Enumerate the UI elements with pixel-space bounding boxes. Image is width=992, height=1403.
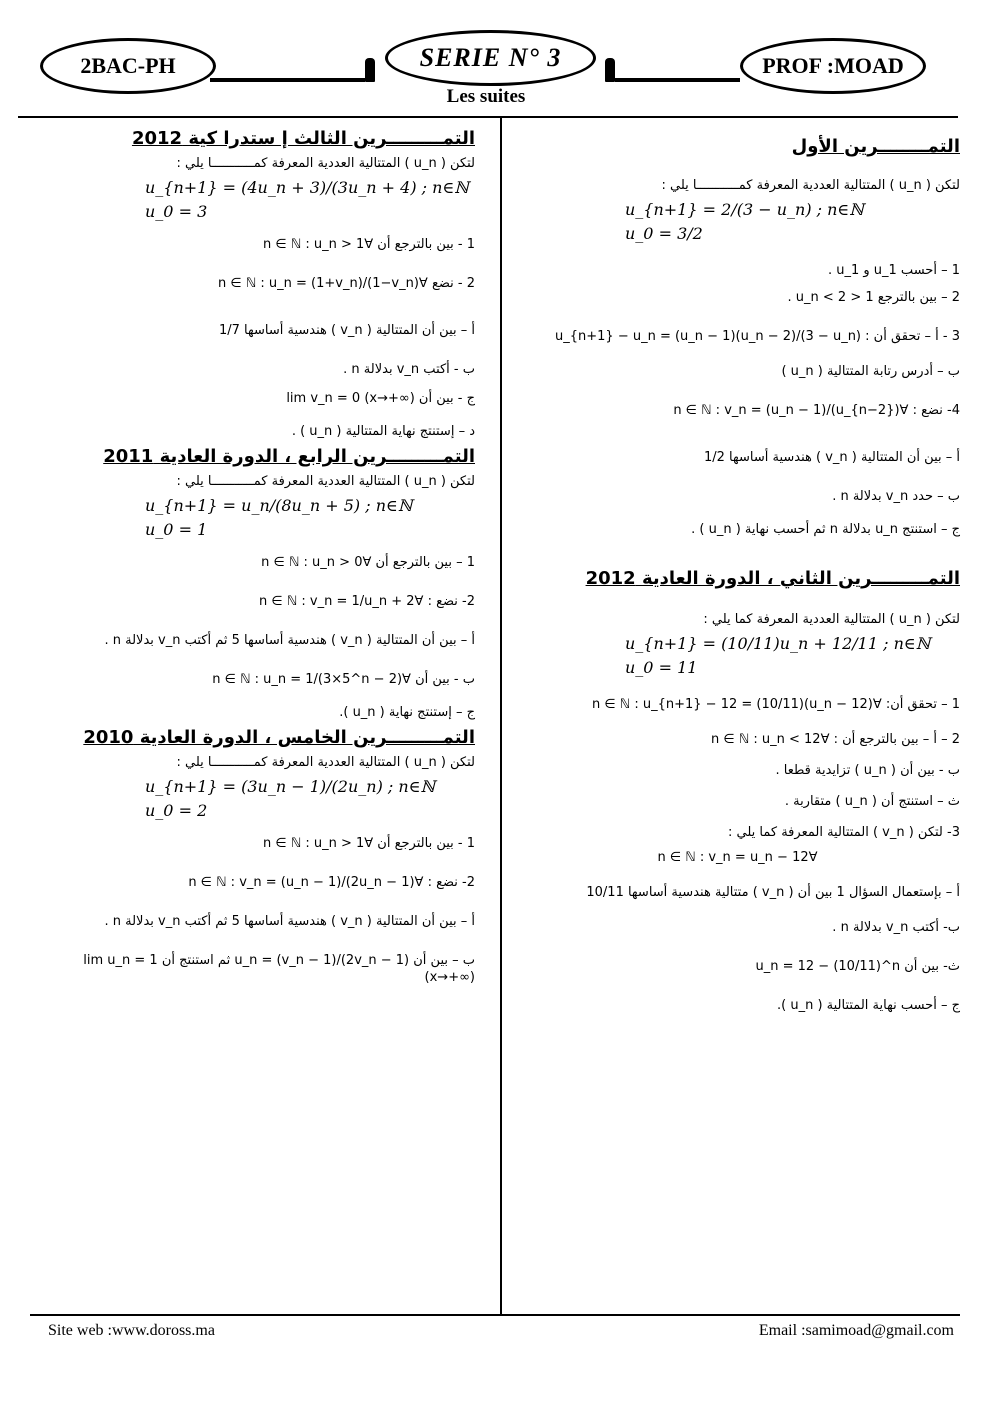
- header-line-left: [210, 78, 365, 82]
- system-line-2: u_0 = 3: [145, 202, 208, 221]
- exercise-3-intro: لتكن ( u_n ) المتتالية العددية المعرفة كمـــــــــــا يلي :: [176, 156, 475, 171]
- exercise-2-system: [515, 632, 960, 680]
- pin-icon: [605, 58, 615, 82]
- exercise-2-q3a: أ – بإستعمال السؤال 1 بين أن ( v_n ) متتالية هندسية أساسها 10/11: [586, 885, 960, 900]
- exercise-4-q2b: ب - بين أن ∀n ∈ ℕ : u_n = 1/(3×5^n − 2): [212, 672, 475, 687]
- bottom-rule: [30, 1314, 960, 1316]
- exercise-3-q2d: د – إستنتج نهاية المتتالية ( u_n ) .: [291, 424, 475, 439]
- system-line-1: u_{n+1} = (10/11)u_n + 12/11 ; n∈ℕ: [625, 634, 931, 653]
- exercise-3-q1: 1 - بين بالترجع أن ∀n ∈ ℕ : u_n > 1: [262, 237, 475, 252]
- exercise-5-q1: 1 - بين بالترجع أن ∀n ∈ ℕ : u_n > 1: [262, 836, 475, 851]
- system-line-2: u_0 = 2: [145, 801, 208, 820]
- exercise-3-title: التمـــــــــرين الثالث إ ستدرا كية 2012: [131, 128, 475, 149]
- exercise-2-q3b: ب- أكتب v_n بدلالة n .: [832, 920, 960, 935]
- exercise-4-title: التمـــــــــرين الرابع ، الدورة العادية 2011: [103, 446, 475, 467]
- series-label: SERIE N° 3: [419, 43, 562, 72]
- exercise-5-system: [35, 775, 475, 823]
- top-rule: [18, 116, 958, 118]
- exercise-4-q2: 2- نضع : ∀n ∈ ℕ : v_n = 1/u_n + 2: [259, 594, 475, 609]
- exercise-2-title: التمـــــــــرين الثاني ، الدورة العادية 2012: [585, 568, 960, 589]
- exercise-2-q2a: 2 – أ – بين بالترجع أن : ∀n ∈ ℕ : u_n < 12: [711, 732, 960, 747]
- exercise-2-q3d: ج – أحسب نهاية المتتالية ( u_n ).: [776, 998, 960, 1013]
- exercise-1-title: التمــــــــرين الأول: [791, 136, 960, 157]
- exercise-4-q1: 1 – بين بالترجع أن ∀n ∈ ℕ : u_n > 0: [261, 555, 475, 570]
- exercise-2-intro: لتكن ( u_n ) المتتالية العددية المعرفة كما يلي :: [703, 612, 960, 627]
- right-column: [515, 122, 960, 1016]
- system-line-1: u_{n+1} = (4u_n + 3)/(3u_n + 4) ; n∈ℕ: [145, 178, 469, 197]
- exercise-4-q2c: ج – إستنتج نهاية ( u_n ).: [339, 705, 475, 720]
- exercise-1-q3b: ب – أدرس رتابة المتتالية ( u_n ): [781, 364, 960, 379]
- exercise-3-q2b: ب - أكتب v_n بدلالة n .: [343, 362, 475, 377]
- class-label: 2BAC-PH: [80, 53, 176, 78]
- system-line-2: u_0 = 3/2: [625, 224, 703, 243]
- exercise-3-q2a: أ – بين أن المتتالية ( v_n ) هندسية أساسها 1/7: [219, 323, 475, 338]
- exercise-4-intro: لتكن ( u_n ) المتتالية العددية المعرفة كمـــــــــــا يلي :: [176, 474, 475, 489]
- exercise-5-title: التمـــــــــرين الخامس ، الدورة العادية 2010: [83, 727, 475, 748]
- exercise-5-q2b: ب – بين أن u_n = (v_n − 1)/(2v_n − 1) ثم استنتج أن lim u_n = 1 (x→+∞): [83, 953, 475, 985]
- exercise-1-q4c: ج – استنتج u_n بدلالة n ثم أحسب نهاية ( u_n ) .: [691, 522, 960, 537]
- exercise-1-q2: 2 – بين بالترجع 1 < u_n < 2 .: [787, 290, 960, 305]
- exercise-2-q3: 3- لتكن ( v_n ) المتتالية المعرفة كما يلي :: [728, 825, 960, 840]
- exercise-1-q3a: 3 - أ – تحقق أن : u_{n+1} − u_n = (u_n − 1)(u_n − 2)/(3 − u_n): [555, 329, 960, 344]
- exercise-3-q2: 2 - نضع ∀n ∈ ℕ : u_n = (1+v_n)/(1−v_n): [218, 276, 475, 291]
- exercise-2-q1: 1 – تحقق أن: ∀n ∈ ℕ : u_{n+1} − 12 = (10/11)(u_n − 12): [591, 697, 960, 712]
- pin-icon: [365, 58, 375, 82]
- system-line-1: u_{n+1} = 2/(3 − u_n) ; n∈ℕ: [625, 200, 864, 219]
- left-column: [35, 122, 475, 988]
- exercise-1-q4a: أ – بين أن المتتالية ( v_n ) هندسية أساسها 1/2: [704, 450, 960, 465]
- header-line-right: [615, 78, 740, 82]
- exercise-1-system: [515, 198, 960, 246]
- exercise-5-intro: لتكن ( u_n ) المتتالية العددية المعرفة كمـــــــــــا يلي :: [176, 755, 475, 770]
- exercise-1-q4b: ب – حدد v_n بدلالة n .: [832, 489, 960, 504]
- exercise-3-system: [35, 176, 475, 224]
- exercise-1-q4: 4- نضع : ∀n ∈ ℕ : v_n = (u_n − 1)/(u_{n−2}): [673, 403, 960, 418]
- teacher-label: PROF :MOAD: [762, 53, 904, 78]
- system-line-2: u_0 = 1: [145, 520, 208, 539]
- system-line-1: u_{n+1} = (3u_n − 1)/(2u_n) ; n∈ℕ: [145, 777, 436, 796]
- column-divider: [500, 118, 502, 1314]
- exercise-2-q2b: ب - بين أن ( u_n ) تزايدية قطعا .: [775, 763, 960, 778]
- exercise-5-q2a: أ – بين أن المتتالية ( v_n ) هندسية أساسها 5 ثم أكتب v_n بدلالة n .: [104, 914, 475, 929]
- exercise-3-q2c: ج - بين أن lim v_n = 0 (x→+∞): [286, 391, 475, 406]
- system-line-2: u_0 = 11: [625, 658, 698, 677]
- footer-email: Email :samimoad@gmail.com: [758, 1322, 954, 1339]
- exercise-2-q2c: ث – استنتج أن ( u_n ) متقاربة .: [784, 794, 960, 809]
- exercise-2-q3-def: ∀n ∈ ℕ : v_n = u_n − 12: [657, 850, 818, 865]
- series-badge: [385, 30, 596, 86]
- exercise-2-q3c: ث- بين أن u_n = 12 − (10/11)^n: [755, 959, 960, 974]
- exercise-1-intro: لتكن ( u_n ) المتتالية العددية المعرفة كمـــــــــــا يلي :: [661, 178, 960, 193]
- system-line-1: u_{n+1} = u_n/(8u_n + 5) ; n∈ℕ: [145, 496, 413, 515]
- exercise-5-q2: 2- نضع : ∀n ∈ ℕ : v_n = (u_n − 1)/(2u_n − 1): [188, 875, 475, 890]
- page-subtitle: Les suites: [446, 86, 526, 107]
- exercise-1-q1: 1 – أحسب u_1 و u_1 .: [827, 263, 960, 278]
- exercise-4-system: [35, 494, 475, 542]
- exercise-4-q2a: أ – بين أن المتتالية ( v_n ) هندسية أساسها 5 ثم أكتب v_n بدلالة n .: [104, 633, 475, 648]
- footer-website: Site web :www.doross.ma: [48, 1322, 215, 1339]
